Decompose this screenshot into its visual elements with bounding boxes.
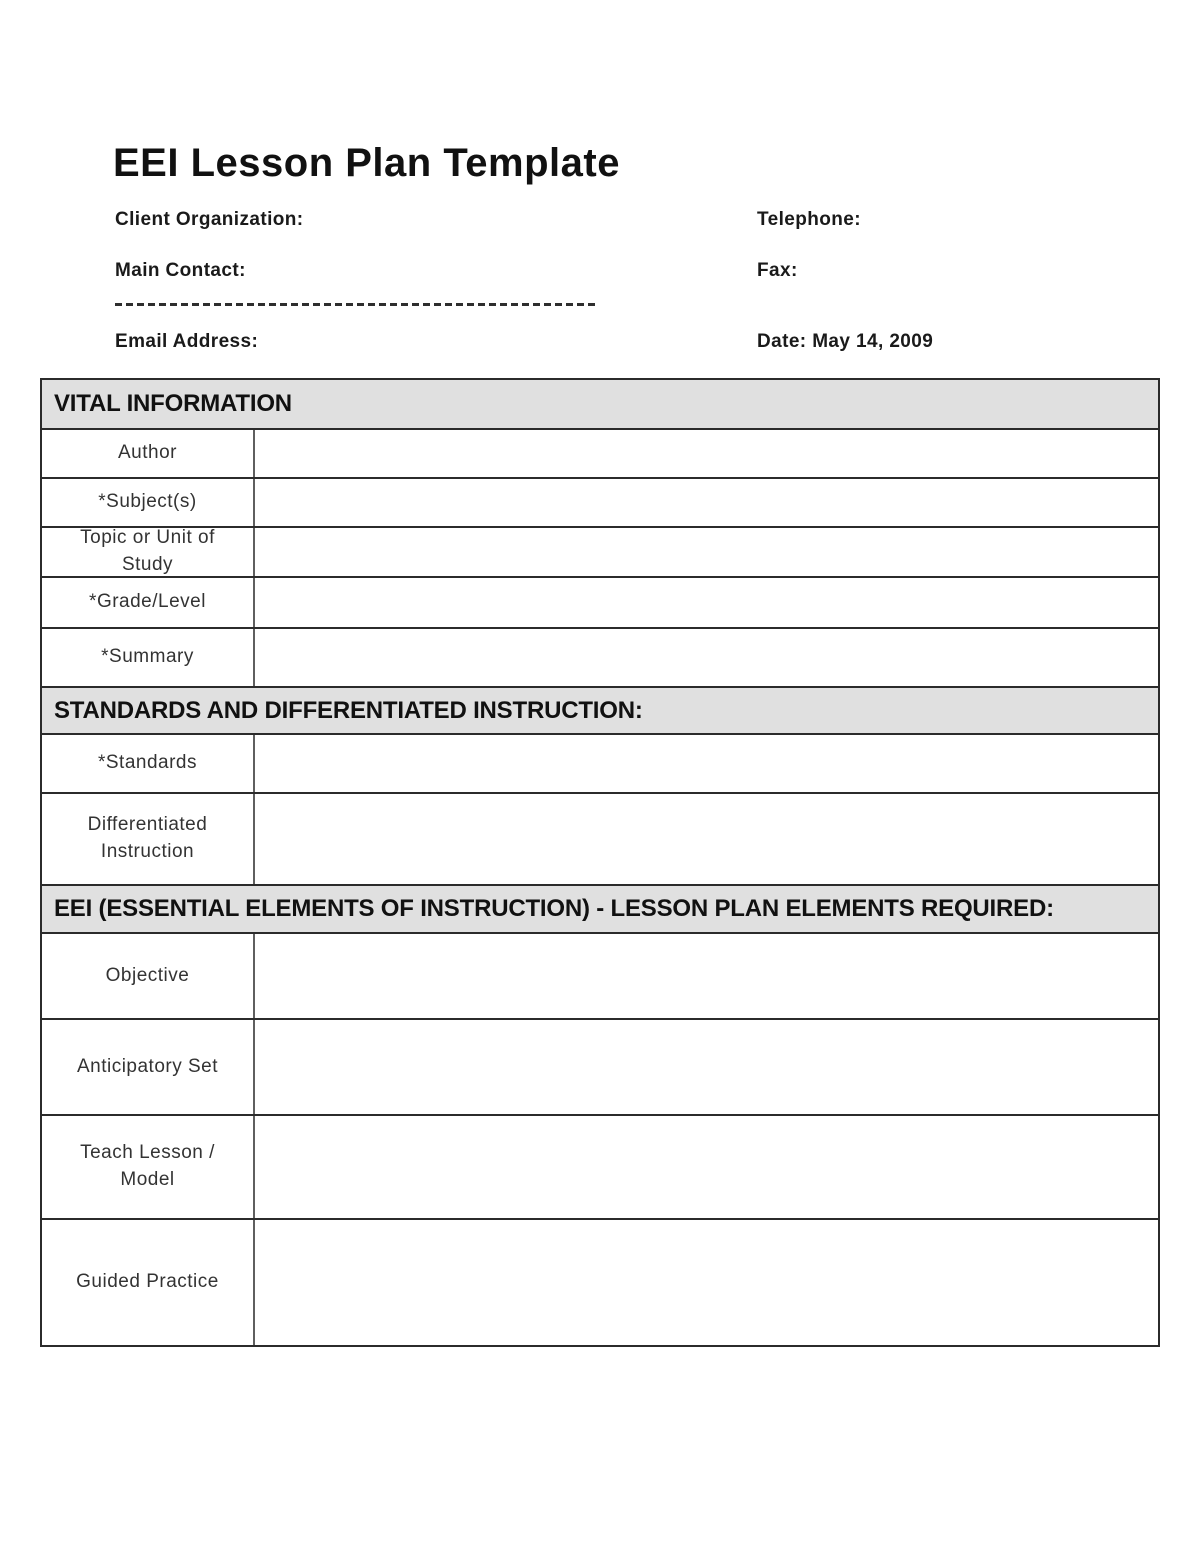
row-value-cell (255, 1116, 1158, 1218)
table-row-grade-level (42, 578, 1158, 629)
email-address-label: Email Address: (115, 331, 259, 352)
table-row-objective (42, 934, 1158, 1020)
table-row-teach-lesson-model (42, 1116, 1158, 1220)
section-header-standards: STANDARDS AND DIFFERENTIATED INSTRUCTION: (42, 688, 1158, 735)
fax-label: Fax: (757, 260, 798, 281)
section-header-vital-information: VITAL INFORMATION (42, 380, 1158, 430)
row-value-cell (255, 629, 1158, 686)
row-value-cell (255, 934, 1158, 1018)
table-row-guided-practice (42, 1220, 1158, 1345)
date-text: Date: May 14, 2009 (757, 331, 934, 352)
table-row-subjects (42, 479, 1158, 528)
table-row-summary (42, 629, 1158, 688)
table-row-standards (42, 735, 1158, 794)
row-value-cell (255, 1220, 1158, 1345)
client-organization-label: Client Organization: (115, 209, 304, 230)
row-value-cell (255, 578, 1158, 627)
row-label: Guided Practice (42, 1220, 255, 1345)
lesson-plan-table (40, 378, 1160, 1347)
row-label: Topic or Unit of Study (42, 528, 255, 576)
row-value-cell (255, 528, 1158, 576)
row-value-cell (255, 479, 1158, 526)
row-label: Author (42, 430, 255, 477)
main-contact-label: Main Contact: (115, 260, 246, 281)
telephone-label: Telephone: (757, 209, 861, 230)
row-label: Anticipatory Set (42, 1020, 255, 1114)
section-header-eei-elements: EEI (ESSENTIAL ELEMENTS OF INSTRUCTION) - LESSON PLAN ELEMENTS REQUIRED: (42, 886, 1158, 934)
row-value-cell (255, 430, 1158, 477)
row-label: Objective (42, 934, 255, 1018)
row-value-cell (255, 735, 1158, 792)
page-title: EEI Lesson Plan Template (113, 141, 620, 185)
table-row-differentiated-instruction (42, 794, 1158, 886)
dashed-divider-line (115, 303, 597, 306)
table-row-author (42, 430, 1158, 479)
row-label: Differentiated Instruction (42, 794, 255, 884)
row-label: *Grade/Level (42, 578, 255, 627)
row-label: *Subject(s) (42, 479, 255, 526)
row-label: Teach Lesson / Model (42, 1116, 255, 1218)
table-row-topic-or-unit (42, 528, 1158, 578)
row-label: *Summary (42, 629, 255, 686)
table-row-anticipatory-set (42, 1020, 1158, 1116)
row-value-cell (255, 1020, 1158, 1114)
row-value-cell (255, 794, 1158, 884)
row-label: *Standards (42, 735, 255, 792)
